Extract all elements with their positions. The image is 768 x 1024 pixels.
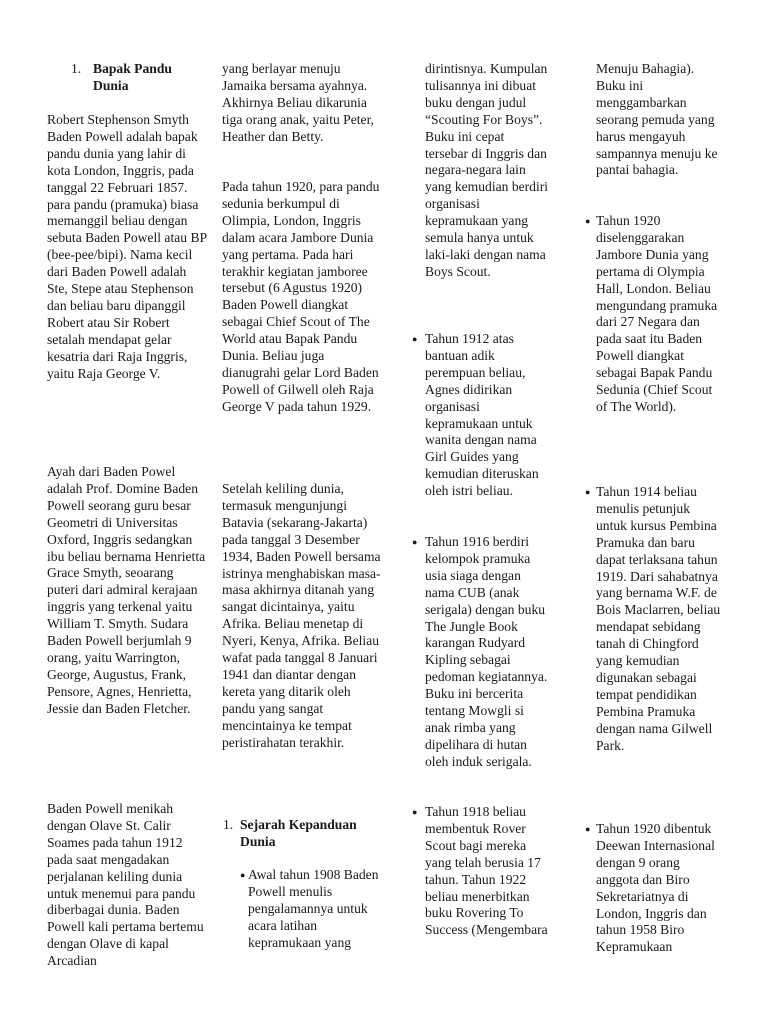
list-item: ● Awal tahun 1908 Baden Powell menulis pengalamannya untuk acara latihan kepramukaan yang xyxy=(248,867,380,952)
paragraph: Ayah dari Baden Powel adalah Prof. Domine Baden Powell seorang guru besar Geometri di Universitas Oxford, Inggris sedangkan ibu beliau bernama Henrietta Grace Smyth, seoarang puteri dari admiral kerajaan inggris yang terkenal yaitu William T. Smyth. Sudara Baden Powell berjumlah 9 orang, yaitu Warrington, George, Augustus, Frank, Pensore, Agnes, Henrietta, Jessie dan Baden Fletcher. xyxy=(47,464,206,716)
column-2 xyxy=(222,0,382,1024)
section-heading-sejarah-kepanduan xyxy=(222,817,382,851)
section-heading-bapak-pandu xyxy=(47,61,207,95)
column-3 xyxy=(398,0,554,1024)
column-1 xyxy=(47,0,207,1024)
list-item: ● Tahun 1916 berdiri kelompok pramuka usia siaga dengan nama CUB (anak serigala) dengan buku The Jungle Book karangan Rudyard Kipling sebagai pedoman kegiatannya. Buku ini bercerita tentang Mowgli si anak rimba yang dipelihara di hutan oleh induk serigala. xyxy=(425,534,549,771)
paragraph: Baden Powell menikah dengan Olave St. Calir Soames pada tahun 1912 pada saat mengadakan perjalanan keliling dunia untuk menemui para pandu diberbagai dunia. Baden Powell kali pertama bertemu dengan Olave di kapal Arcadian xyxy=(47,801,204,969)
list-item: ● Tahun 1918 beliau membentuk Rover Scout bagi mereka yang telah berusia 17 tahun. Tahun 1922 beliau menerbitkan buku Rovering To Success (Mengembara xyxy=(425,804,549,939)
heading-title: Sejarah Kepanduan Dunia xyxy=(240,817,357,849)
list-item: ● Tahun 1914 beliau menulis petunjuk untuk kursus Pembina Pramuka dan baru dapat terlaksana tahun 1919. Dari sahabatnya yang bernama W.F. de Bois Maclarren, beliau mendapat sebidang tanah di Chingford yang kemudian digunakan sebagai tempat pendidikan Pembina Pramuka dengan nama Gilwell Park. xyxy=(596,484,722,755)
paragraph: Pada tahun 1920, para pandu sedunia berkumpul di Olimpia, London, Inggris dalam acara Jambore Dunia yang pertama. Pada hari terakhir kegiatan jamboree tersebut (6 Agustus 1920) Baden Powell diangkat sebagai Chief Scout of The World atau Bapak Pandu Dunia. Beliau juga dianugrahi gelar Lord Baden Powell of Gilwell oleh Raja George V pada tahun 1929. xyxy=(222,179,380,414)
list-item: ● Tahun 1920 dibentuk Deewan Internasional dengan 9 orang anggota dan Biro Sekretariatnya di London, Inggris dan tahun 1958 Biro Kepramukaan xyxy=(596,821,722,956)
list-item: ● Tahun 1912 atas bantuan adik perempuan beliau, Agnes didirikan organisasi kepramukaan untuk wanita dengan nama Girl Guides yang kemudian diteruskan oleh istri beliau. xyxy=(425,331,549,500)
paragraph-continuation: dirintisnya. Kumpulan tulisannya ini dibuat buku dengan judul “Scouting For Boys”. Buku ini cepat tersebar di Inggris dan negara-negara lain yang kemudian berdiri organisasi kepramukaan yang semula hanya untuk laki-laki dengan nama Boys Scout. xyxy=(425,61,549,279)
heading-title: Bapak Pandu Dunia xyxy=(93,61,172,93)
heading-number: 1. xyxy=(71,61,82,76)
paragraph: Setelah keliling dunia, termasuk mengunjungi Batavia (sekarang-Jakarta) pada tanggal 3 Desember 1934, Baden Powell bersama istrinya menghabiskan masa-masa akhirnya ditanah yang sangat dicintainya, yaitu Afrika. Beliau menetap di Nyeri, Kenya, Afrika. Beliau wafat pada tanggal 8 Januari 1941 dan diantar dengan kereta yang ditarik oleh pandu yang sangat mencintainya ke tempat peristirahatan terakhir. xyxy=(222,481,381,750)
paragraph: Robert Stephenson Smyth Baden Powell adalah bapak pandu dunia yang lahir di kota London, Inggris, pada tanggal 22 Februari 1857. para pandu (pramuka) biasa memanggil beliau dengan sebuta Baden Powell atau BP (bee-pee/bipi). Nama kecil dari Baden Powell adalah Ste, Stepe atau Stephenson dan beliau baru dipanggil Robert atau Sir Robert setalah mendapat gelar kesatria dari Raja Inggris, yaitu Raja George V. xyxy=(47,112,207,381)
heading-number: 1. xyxy=(223,817,234,832)
column-4 xyxy=(570,0,740,1024)
paragraph-continuation: Menuju Bahagia). Buku ini menggambarkan seorang pemuda yang harus mengayuh sampannya menuju ke pantai bahagia. xyxy=(596,61,718,178)
list-item: ● Tahun 1920 diselenggarakan Jambore Dunia yang pertama di Olympia Hall, London. Beliau mengundang pramuka dari 27 Negara dan pada saat itu Baden Powell diangkat sebagai Bapak Pandu Sedunia (Chief Scout of The World). xyxy=(596,213,722,416)
paragraph: yang berlayar menuju Jamaika bersama ayahnya. Akhirnya Beliau dikarunia tiga orang anak, yaitu Peter, Heather dan Betty. xyxy=(222,61,374,144)
